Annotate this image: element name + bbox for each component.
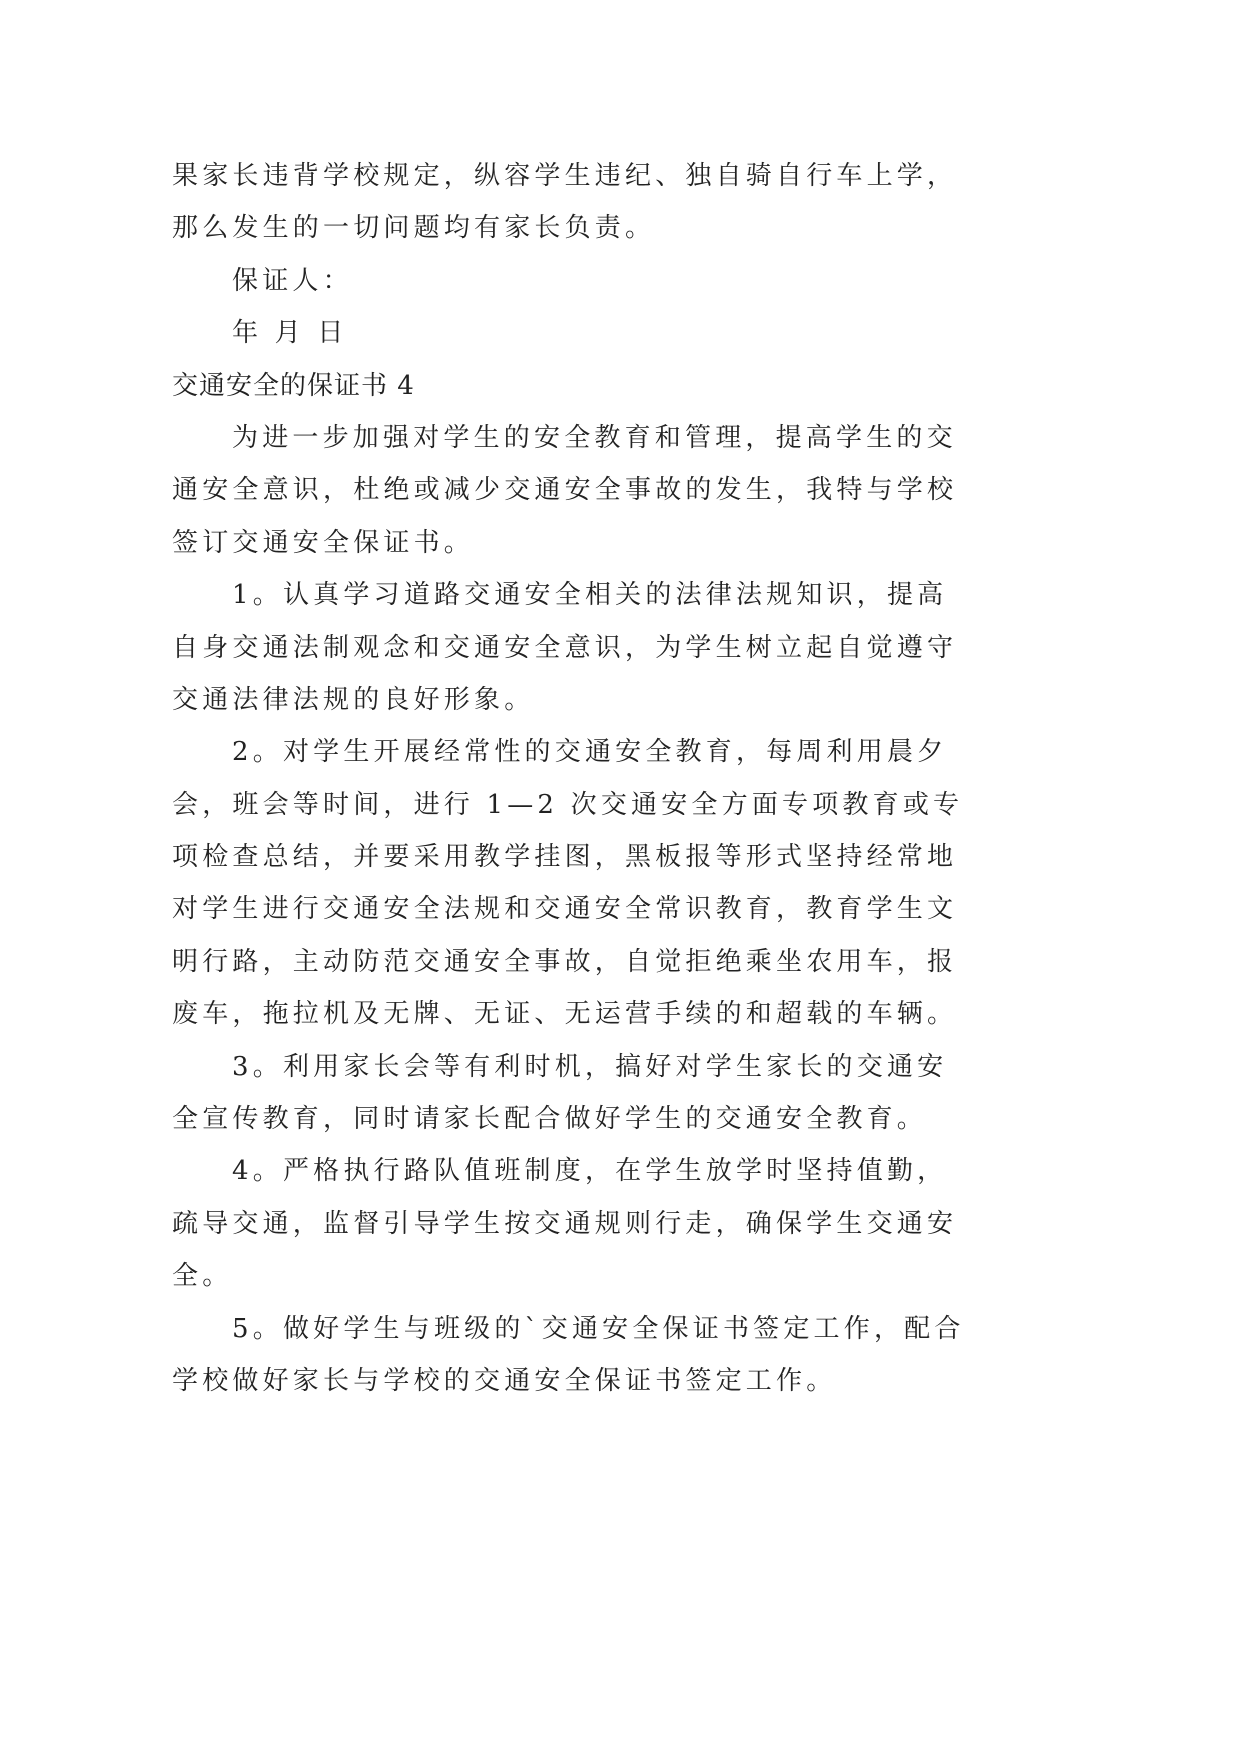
paragraph (172, 307, 972, 359)
text-line: 全。 (172, 1261, 233, 1292)
text-line: 那么发生的一切问题均有家长负责。 (172, 213, 656, 244)
text-line: 明行路，主动防范交通安全事故，自觉拒绝乘坐农用车，报 (172, 946, 958, 977)
text-line: 交通法律法规的良好形象。 (172, 684, 535, 715)
text-line: 对学生进行交通安全法规和交通安全常识教育，教育学生文 (172, 894, 958, 925)
text-line: 通安全意识，杜绝或减少交通安全事故的发生，我特与学校 (172, 475, 958, 506)
text-line: 为进一步加强对学生的安全教育和管理，提高学生的交 (232, 422, 957, 453)
text-line: 5。做好学生与班级的`交通安全保证书签定工作，配合 (232, 1313, 965, 1344)
paragraph (172, 412, 972, 569)
text-line: 会，班会等时间，进行 1—2 次交通安全方面专项教育或专 (172, 789, 964, 820)
paragraph (172, 150, 972, 255)
paragraph (172, 1303, 972, 1408)
paragraph (172, 1145, 972, 1302)
paragraph (172, 726, 972, 1040)
paragraph (172, 569, 972, 726)
text-line: 自身交通法制观念和交通安全意识，为学生树立起自觉遵守 (172, 632, 958, 663)
document-page (172, 150, 972, 1407)
paragraph (172, 255, 972, 307)
text-line: 废车，拖拉机及无牌、无证、无运营手续的和超载的车辆。 (172, 999, 958, 1030)
paragraph (172, 1041, 972, 1146)
text-line: 2。对学生开展经常性的交通安全教育，每周利用晨夕 (232, 737, 948, 768)
text-line: 交通安全的保证书 4 (172, 370, 415, 401)
text-line: 保证人： (232, 265, 353, 296)
text-line: 疏导交通，监督引导学生按交通规则行走，确保学生交通安 (172, 1208, 958, 1239)
text-line: 1。认真学习道路交通安全相关的法律法规知识，提高 (232, 580, 948, 611)
text-line: 4。严格执行路队值班制度，在学生放学时坚持值勤， (232, 1156, 948, 1187)
text-line: 3。利用家长会等有利时机，搞好对学生家长的交通安 (232, 1051, 948, 1082)
text-line: 项检查总结，并要采用教学挂图，黑板报等形式坚持经常地 (172, 842, 958, 873)
text-line: 果家长违背学校规定，纵容学生违纪、独自骑自行车上学， (172, 161, 958, 191)
section-title (172, 360, 972, 412)
text-line: 签订交通安全保证书。 (172, 527, 475, 558)
text-line: 年 月 日 (232, 318, 348, 349)
text-line: 全宣传教育，同时请家长配合做好学生的交通安全教育。 (172, 1104, 928, 1135)
text-line: 学校做好家长与学校的交通安全保证书签定工作。 (172, 1365, 837, 1396)
